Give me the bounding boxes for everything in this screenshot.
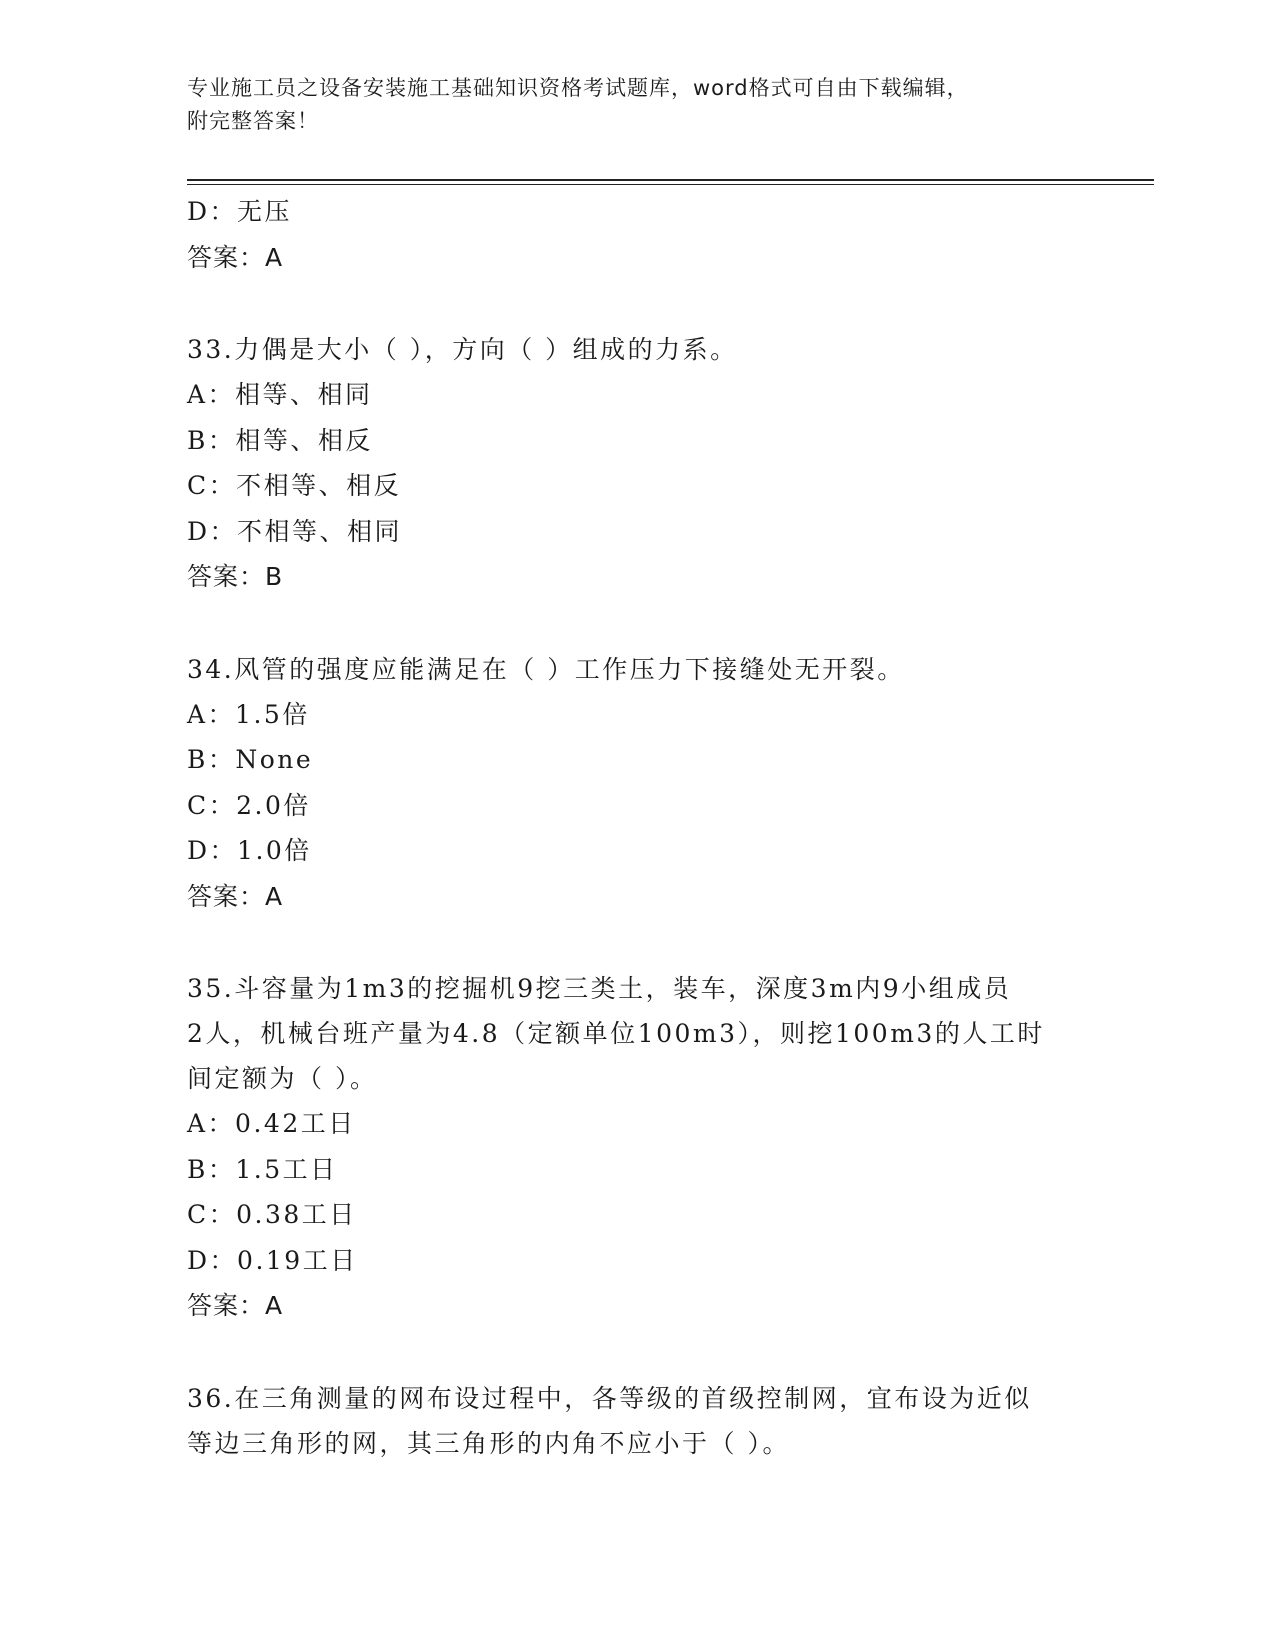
spacer	[187, 919, 1077, 966]
answer: 答案：B	[187, 562, 284, 591]
document-header	[187, 72, 1087, 138]
spacer	[187, 280, 1077, 327]
question-stem-line-2: 2人，机械台班产量为4.8（定额单位100m3），则挖100m3的人工时	[187, 1019, 1045, 1048]
question-32-tail	[187, 189, 1077, 280]
option-d: D：无压	[187, 197, 293, 226]
option-c: C：0.38工日	[187, 1200, 357, 1229]
option-c: C：2.0倍	[187, 790, 311, 820]
option-a: A：1.5倍	[187, 699, 310, 729]
question-stem: 33.力偶是大小（ ），方向（ ）组成的力系。	[187, 335, 738, 364]
question-stem-line-3: 间定额为（ ）。	[187, 1064, 378, 1093]
option-c: C：不相等、相反	[187, 471, 402, 500]
option-b: B：None	[187, 745, 314, 774]
option-d: D：1.0倍	[187, 836, 312, 865]
question-35	[187, 966, 1077, 1329]
answer: 答案：A	[187, 1291, 284, 1320]
option-d: D：0.19工日	[187, 1245, 358, 1275]
question-list	[187, 189, 1077, 1466]
header-divider-thin	[187, 184, 1154, 185]
question-stem: 34.风管的强度应能满足在（ ）工作压力下接缝处无开裂。	[187, 654, 905, 684]
question-36	[187, 1376, 1077, 1466]
answer: 答案：A	[187, 242, 284, 272]
header-divider-thick	[187, 179, 1154, 181]
option-a: A：0.42工日	[187, 1109, 356, 1138]
header-line-2: 附完整答案！	[187, 109, 319, 133]
answer: 答案：A	[187, 881, 284, 911]
option-b: B：相等、相反	[187, 425, 373, 455]
option-b: B：1.5工日	[187, 1154, 338, 1184]
option-d: D：不相等、相同	[187, 516, 403, 546]
spacer	[187, 600, 1077, 647]
question-stem-line-2: 等边三角形的网，其三角形的内角不应小于（ ）。	[187, 1428, 790, 1458]
spacer	[187, 1329, 1077, 1376]
option-a: A：相等、相同	[187, 380, 373, 409]
question-33	[187, 327, 1077, 600]
header-line-1: 专业施工员之设备安装施工基础知识资格考试题库，word格式可自由下载编辑，	[187, 76, 969, 100]
question-stem-line-1: 36.在三角测量的网布设过程中，各等级的首级控制网，宜布设为近似	[187, 1383, 1032, 1413]
question-34	[187, 647, 1077, 920]
question-stem-line-1: 35.斗容量为1m3的挖掘机9挖三类土，装车，深度3m内9小组成员	[187, 974, 1012, 1003]
